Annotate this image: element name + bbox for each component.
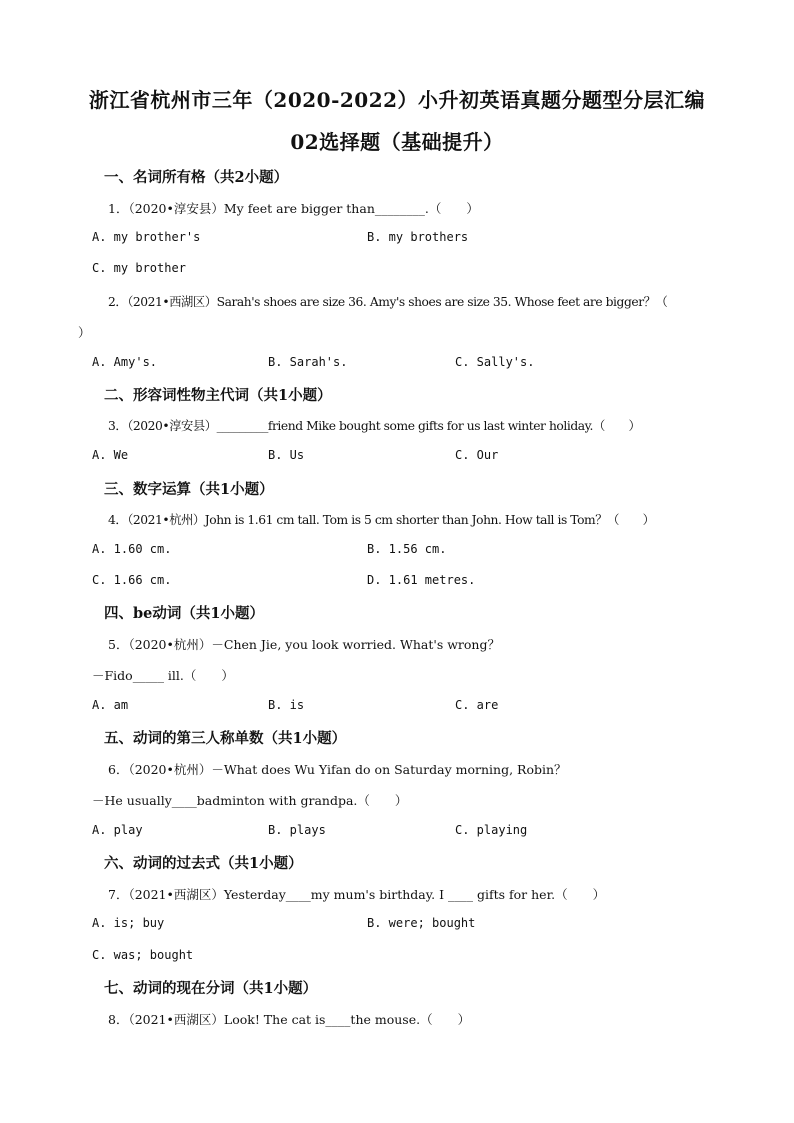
document-subtitle: 02选择题（基础提升） [290,130,504,154]
question-text: 1．（2020•淳安县）My feet are bigger than________.（ ） [108,201,479,216]
question-text: 7．（2021•西湖区）Yesterday____my mum's birthday. I ____ gifts for her.（ ） [108,887,606,902]
option-b: B. my brothers [367,230,469,244]
question-text: 2．（2021•西湖区）Sarah's shoes are size 36. Amy's shoes are size 35. Whose feet are bigger？（ [108,295,668,309]
question-text: 5．（2020•杭州）－Chen Jie, you look worried. What's wrong？ [108,637,500,652]
document-title: 浙江省杭州市三年（2020-2022）小升初英语真题分题型分层汇编 [88,88,706,112]
question-line: －He usually____badminton with grandpa.（ ） [92,793,408,808]
option-c: C. my brother [92,261,186,275]
option-c: C. Our [455,448,499,462]
option-b: B. Us [268,448,305,462]
section-heading: 七、动词的现在分词（共1小题） [104,980,318,997]
section-heading: 一、名词所有格（共2小题） [104,169,289,186]
section-heading: 二、形容词性物主代词（共1小题） [104,387,332,404]
option-c: C. Sally's. [455,355,535,369]
option-c: C. playing [455,823,528,837]
option-a: A. my brother's [92,230,201,244]
option-a: A. 1.60 cm. [92,542,172,556]
option-b: B. plays [268,823,326,837]
option-a: A. Amy's. [92,355,158,369]
section-heading: 三、数字运算（共1小题） [104,481,274,498]
section-heading: 六、动词的过去式（共1小题） [104,855,303,872]
section-heading: 四、be动词（共1小题） [104,605,264,622]
option-c: C. was; bought [92,948,194,962]
question-text: 6．（2020•杭州）－What does Wu Yifan do on Saturday morning, Robin？ [108,762,567,777]
question-continuation: ） [78,325,91,340]
question-text: 8．（2021•西湖区）Look! The cat is____the mouse.（ ） [108,1012,471,1027]
option-b: B. is [268,698,305,712]
question-text: 3．（2020•淳安县）_________friend Mike bought some gifts for us last winter holiday.（ ） [108,419,641,433]
section-heading: 五、动词的第三人称单数（共1小题） [104,730,347,747]
option-a: A. am [92,698,129,712]
option-d: D. 1.61 metres. [367,573,476,587]
question-line: －Fido_____ ill.（ ） [92,668,234,683]
option-a: A. is; buy [92,916,165,930]
option-a: A. We [92,448,129,462]
option-b: B. were; bought [367,916,476,930]
option-c: C. are [455,698,499,712]
option-b: B. Sarah's. [268,355,348,369]
option-c: C. 1.66 cm. [92,573,172,587]
question-text: 4．（2021•杭州）John is 1.61 cm tall. Tom is 5 cm shorter than John. How tall is Tom？（ ） [108,513,655,527]
option-a: A. play [92,823,143,837]
option-b: B. 1.56 cm. [367,542,447,556]
